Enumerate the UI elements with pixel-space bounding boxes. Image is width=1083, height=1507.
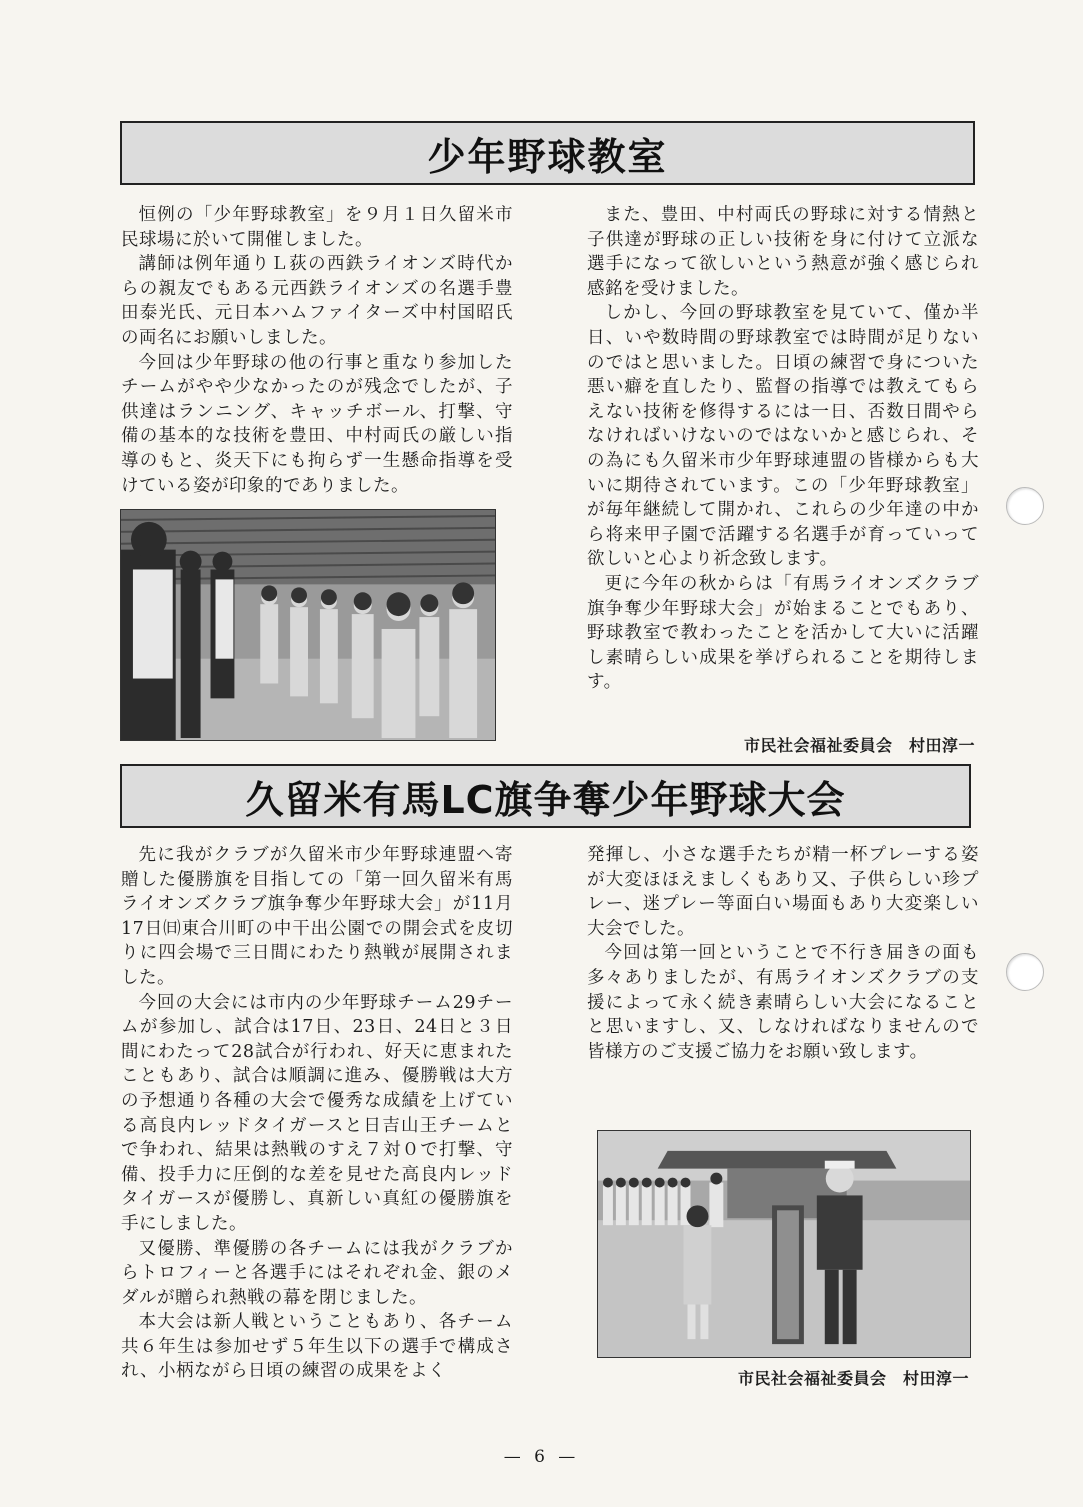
paragraph: 今回の大会には市内の少年野球チーム29チームが参加し、試合は17日、23日、24日と３日間にわたって28試合が行われ、好天に恵まれたこともあり、試合は順調に進み、優勝戦は大方の予想通り各種の大会で優秀な成績を上げている高良内レッドタイガースと日吉山王チームとで争われ、結果は熱戦のすえ７対０で打撃、守備、投手力に圧倒的な差を見せた高良内レッドタイガースが優勝し、真新しい真紅の優勝旗を手にしました。 [121, 992, 513, 1234]
article1-signature: 市民社会福祉委員会 村田淳一 [743, 736, 975, 755]
paragraph: また、豊田、中村両氏の野球に対する情熱と子供達が野球の正しい技術を身に付けて立派な選手になって欲しいという熱意が強く感じられ感銘を受けました。 [587, 205, 979, 299]
baseball-clinic-photo [120, 509, 496, 741]
article1-left-column [121, 203, 513, 498]
paragraph: しかし、今回の野球教室を見ていて、僅か半日、いや数時間の野球教室では時間が足りないのではと思いました。日頃の練習で身についた悪い癖を直したり、監督の指導では教えてもらえない技術を修得するには一日、否数日間やらなければいけないのではないかと感じられ、その為にも久留米市少年野球連盟の皆様からも大いに期待されています。この「少年野球教室」が毎年継続して開かれ、これらの少年達の中から将来甲子園で活躍する名選手が育っていって欲しいと心より祈念致します。 [587, 303, 979, 570]
article2-title: 久留米有馬LC旗争奪少年野球大会 [120, 764, 971, 828]
article2-left-column [121, 843, 513, 1384]
page-number: — 6 — [503, 1447, 580, 1467]
paragraph: 先に我がクラブが久留米市少年野球連盟へ寄贈した優勝旗を目指しての「第一回久留米有馬ライオンズクラブ旗争奪少年野球大会」が11月17日㈰東合川町の中干出公園での開会式を皮切りに四会場で三日間にわたり熱戦が展開されました。 [121, 845, 513, 988]
paragraph: 更に今年の秋からは「有馬ライオンズクラブ旗争奪少年野球大会」が始まることでもあり、野球教室で教わったことを活かして大いに活躍し素晴らしい成果を挙げられることを期待します。 [587, 573, 979, 693]
paragraph: 今回は少年野球の他の行事と重なり参加したチームがやや少なかったのが残念でしたが、子供達はランニング、キャッチボール、打撃、守備の基本的な技術を豊田、中村両氏の厳しい指導のもと、炎天下にも拘らず一生懸命指導を受けている姿が印象的でありました。 [121, 352, 513, 496]
paragraph: 恒例の「少年野球教室」を９月１日久留米市民球場に於いて開催しました。 [121, 205, 513, 250]
binder-hole [1006, 953, 1044, 991]
article2-signature: 市民社会福祉委員会 村田淳一 [737, 1369, 969, 1388]
paragraph: 発揮し、小さな選手たちが精一杯プレーする姿が大変ほほえましくもあり又、子供らしい珍プレー、迷プレー等面白い場面もあり大変楽しい大会でした。 [587, 845, 979, 939]
paragraph: 又優勝、準優勝の各チームには我がクラブからトロフィーと各選手にはそれぞれ金、銀のメダルが贈られ熱戦の幕を閉じました。 [121, 1238, 513, 1308]
paragraph: 今回は第一回ということで不行き届きの面も多々ありましたが、有馬ライオンズクラブの支援によって永く続き素晴らしい大会になることと思いますし、又、しなければなりませんので皆様方のご支援ご協力をお願い致します。 [587, 943, 979, 1062]
article1-right-column [587, 203, 979, 695]
award-ceremony-photo [597, 1130, 971, 1358]
binder-hole [1006, 487, 1044, 525]
paragraph: 講師は例年通りＬ荻の西鉄ライオンズ時代からの親友でもある元西鉄ライオンズの名選手豊田泰光氏、元日本ハムファイターズ中村国昭氏の両名にお願いしました。 [121, 254, 513, 348]
article2-right-column [587, 843, 979, 1064]
article1-title: 少年野球教室 [120, 121, 975, 185]
paragraph: 本大会は新人戦ということもあり、各チーム共６年生は参加せず５年生以下の選手で構成され、小柄ながら日頃の練習の成果をよく [121, 1312, 513, 1382]
